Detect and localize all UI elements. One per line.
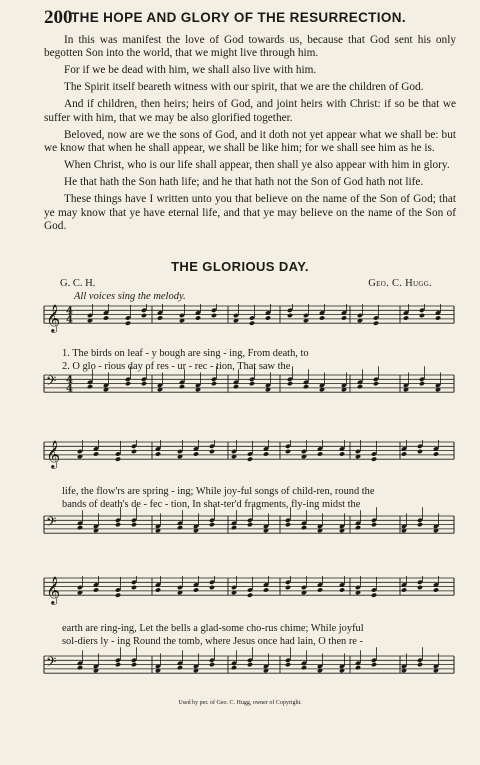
page-header: [44, 8, 444, 26]
time-signature: 4: [66, 375, 73, 387]
note-head: [285, 522, 291, 527]
note-head: [373, 381, 379, 386]
note-head: [247, 662, 253, 667]
note-head: [141, 381, 147, 386]
copyright-notice: Used by per. of Geo. C. Hugg, owner of Copyright.: [178, 700, 302, 706]
note-head: [179, 384, 185, 389]
treble-clef-icon: 𝄞: [46, 576, 61, 605]
note-head: [435, 315, 441, 320]
note-head: [231, 525, 237, 530]
note-head: [285, 449, 291, 454]
note-head: [209, 522, 215, 527]
lyric-line-verse-1: 1. The birds on leaf - y bough are sing - ing, From death, to: [62, 348, 309, 359]
note-head: [319, 315, 325, 320]
note-head: [371, 457, 377, 462]
bass-clef-icon: 𝄢: [46, 513, 57, 533]
note-head: [433, 451, 439, 456]
note-head: [417, 449, 423, 454]
scripture-verse: For if we be dead with him, we shall also live with him.: [64, 64, 317, 77]
note-head: [265, 315, 271, 320]
note-head: [355, 665, 361, 670]
note-head: [209, 662, 215, 667]
note-head: [355, 525, 361, 530]
note-head: [131, 585, 137, 590]
note-head: [419, 381, 425, 386]
scripture-verse: And if children, then heirs; heirs of God, and joint heirs with Christ: if so be that we suffer with him, that we may be also glorified together.: [44, 98, 456, 124]
lyric-line-verse-1: earth are ring-ing, Let the bells a glad-some cho-rus chime; While joyful: [62, 623, 364, 634]
note-head: [193, 587, 199, 592]
sheet-music-staves: [40, 440, 456, 556]
note-head: [371, 593, 377, 598]
section-title: THE HOPE AND GLORY OF THE RESURRECTION.: [71, 10, 406, 25]
note-head: [87, 384, 93, 389]
music-system-2: [40, 440, 456, 556]
bass-clef-icon: 𝄢: [46, 653, 57, 673]
note-head: [287, 381, 293, 386]
note-head: [373, 321, 379, 326]
note-head: [131, 522, 137, 527]
scripture-verse: These things have I written unto you that believe on the name of the Son of God; that ye may know that ye have eternal life, and that ye may believe on the name of the Son of God.: [44, 193, 456, 233]
music-system-3: [40, 576, 456, 696]
note-head: [155, 451, 161, 456]
note-head: [195, 315, 201, 320]
note-head: [301, 525, 307, 530]
note-head: [125, 321, 131, 326]
hymn-words-credit: G. C. H.: [60, 278, 96, 289]
note-head: [231, 665, 237, 670]
music-system-1: [40, 304, 456, 414]
note-head: [285, 662, 291, 667]
note-head: [263, 451, 269, 456]
treble-clef-icon: 𝄞: [46, 304, 61, 333]
note-head: [249, 321, 255, 326]
note-head: [209, 585, 215, 590]
note-head: [357, 384, 363, 389]
note-head: [303, 384, 309, 389]
note-head: [249, 381, 255, 386]
note-head: [401, 587, 407, 592]
note-head: [115, 593, 121, 598]
note-head: [211, 313, 217, 318]
note-head: [177, 665, 183, 670]
note-head: [115, 662, 121, 667]
note-head: [371, 522, 377, 527]
lyric-line-verse-2: bands of death's de - fec - tion, In shat-ter'd fragments, fly-ing midst the: [62, 499, 361, 510]
scripture-verse: The Spirit itself beareth witness with our spirit, that we are the children of God.: [64, 81, 424, 94]
note-head: [125, 381, 131, 386]
lyric-line-verse-2: 2. O glo - rious day of res - ur - rec - tion, That saw the: [62, 361, 291, 372]
note-head: [247, 593, 253, 598]
note-head: [141, 313, 147, 318]
note-head: [403, 315, 409, 320]
note-head: [417, 522, 423, 527]
note-head: [247, 457, 253, 462]
note-head: [247, 522, 253, 527]
note-head: [211, 381, 217, 386]
note-head: [417, 585, 423, 590]
scripture-reading: [44, 34, 456, 237]
note-head: [339, 451, 345, 456]
note-head: [433, 587, 439, 592]
lyric-line-verse-1: life, the flow'rs are spring - ing; While joy-ful songs of child-ren, round the: [62, 486, 375, 497]
note-head: [419, 313, 425, 318]
note-head: [339, 587, 345, 592]
note-head: [371, 662, 377, 667]
bass-clef-icon: 𝄢: [46, 372, 57, 392]
note-head: [263, 587, 269, 592]
sheet-music-staves: [40, 304, 456, 414]
time-signature: 4: [66, 314, 73, 326]
singing-instruction: All voices sing the melody.: [74, 291, 186, 302]
note-head: [209, 449, 215, 454]
time-signature: 4: [66, 306, 73, 318]
note-head: [93, 587, 99, 592]
scripture-verse: He that hath the Son hath life; and he that hath not the Son of God hath not life.: [64, 176, 424, 189]
scripture-verse: In this was manifest the love of God towards us, because that God sent his only begotten Son into the world, that we might live through him.: [44, 34, 456, 60]
note-head: [103, 315, 109, 320]
note-head: [285, 585, 291, 590]
note-head: [401, 451, 407, 456]
note-head: [341, 315, 347, 320]
lyric-line-verse-2: sol-diers ly - ing Round the tomb, where Jesus once had lain, O then re -: [62, 636, 363, 647]
note-head: [301, 665, 307, 670]
page-number: 200: [44, 7, 73, 28]
note-head: [317, 587, 323, 592]
note-head: [131, 662, 137, 667]
scripture-verse: Beloved, now are we the sons of God, and it doth not yet appear what we shall be: but we know that when he shall appear, we shall be like him; for we shall see him as he is.: [44, 128, 456, 155]
note-head: [115, 457, 121, 462]
note-head: [317, 451, 323, 456]
note-head: [77, 525, 83, 530]
note-head: [115, 522, 121, 527]
note-head: [287, 313, 293, 318]
time-signature: 4: [66, 383, 73, 395]
note-head: [177, 525, 183, 530]
note-head: [417, 662, 423, 667]
note-head: [131, 449, 137, 454]
note-head: [93, 451, 99, 456]
note-head: [77, 665, 83, 670]
note-head: [155, 587, 161, 592]
treble-clef-icon: 𝄞: [46, 440, 61, 469]
note-head: [157, 315, 163, 320]
hymn-title: THE GLORIOUS DAY.: [171, 259, 309, 274]
note-head: [193, 451, 199, 456]
scripture-verse: When Christ, who is our life shall appear, then shall ye also appear with him in glory.: [64, 159, 450, 172]
hymn-music-credit: Geo. C. Hugg.: [368, 278, 432, 289]
note-head: [233, 384, 239, 389]
